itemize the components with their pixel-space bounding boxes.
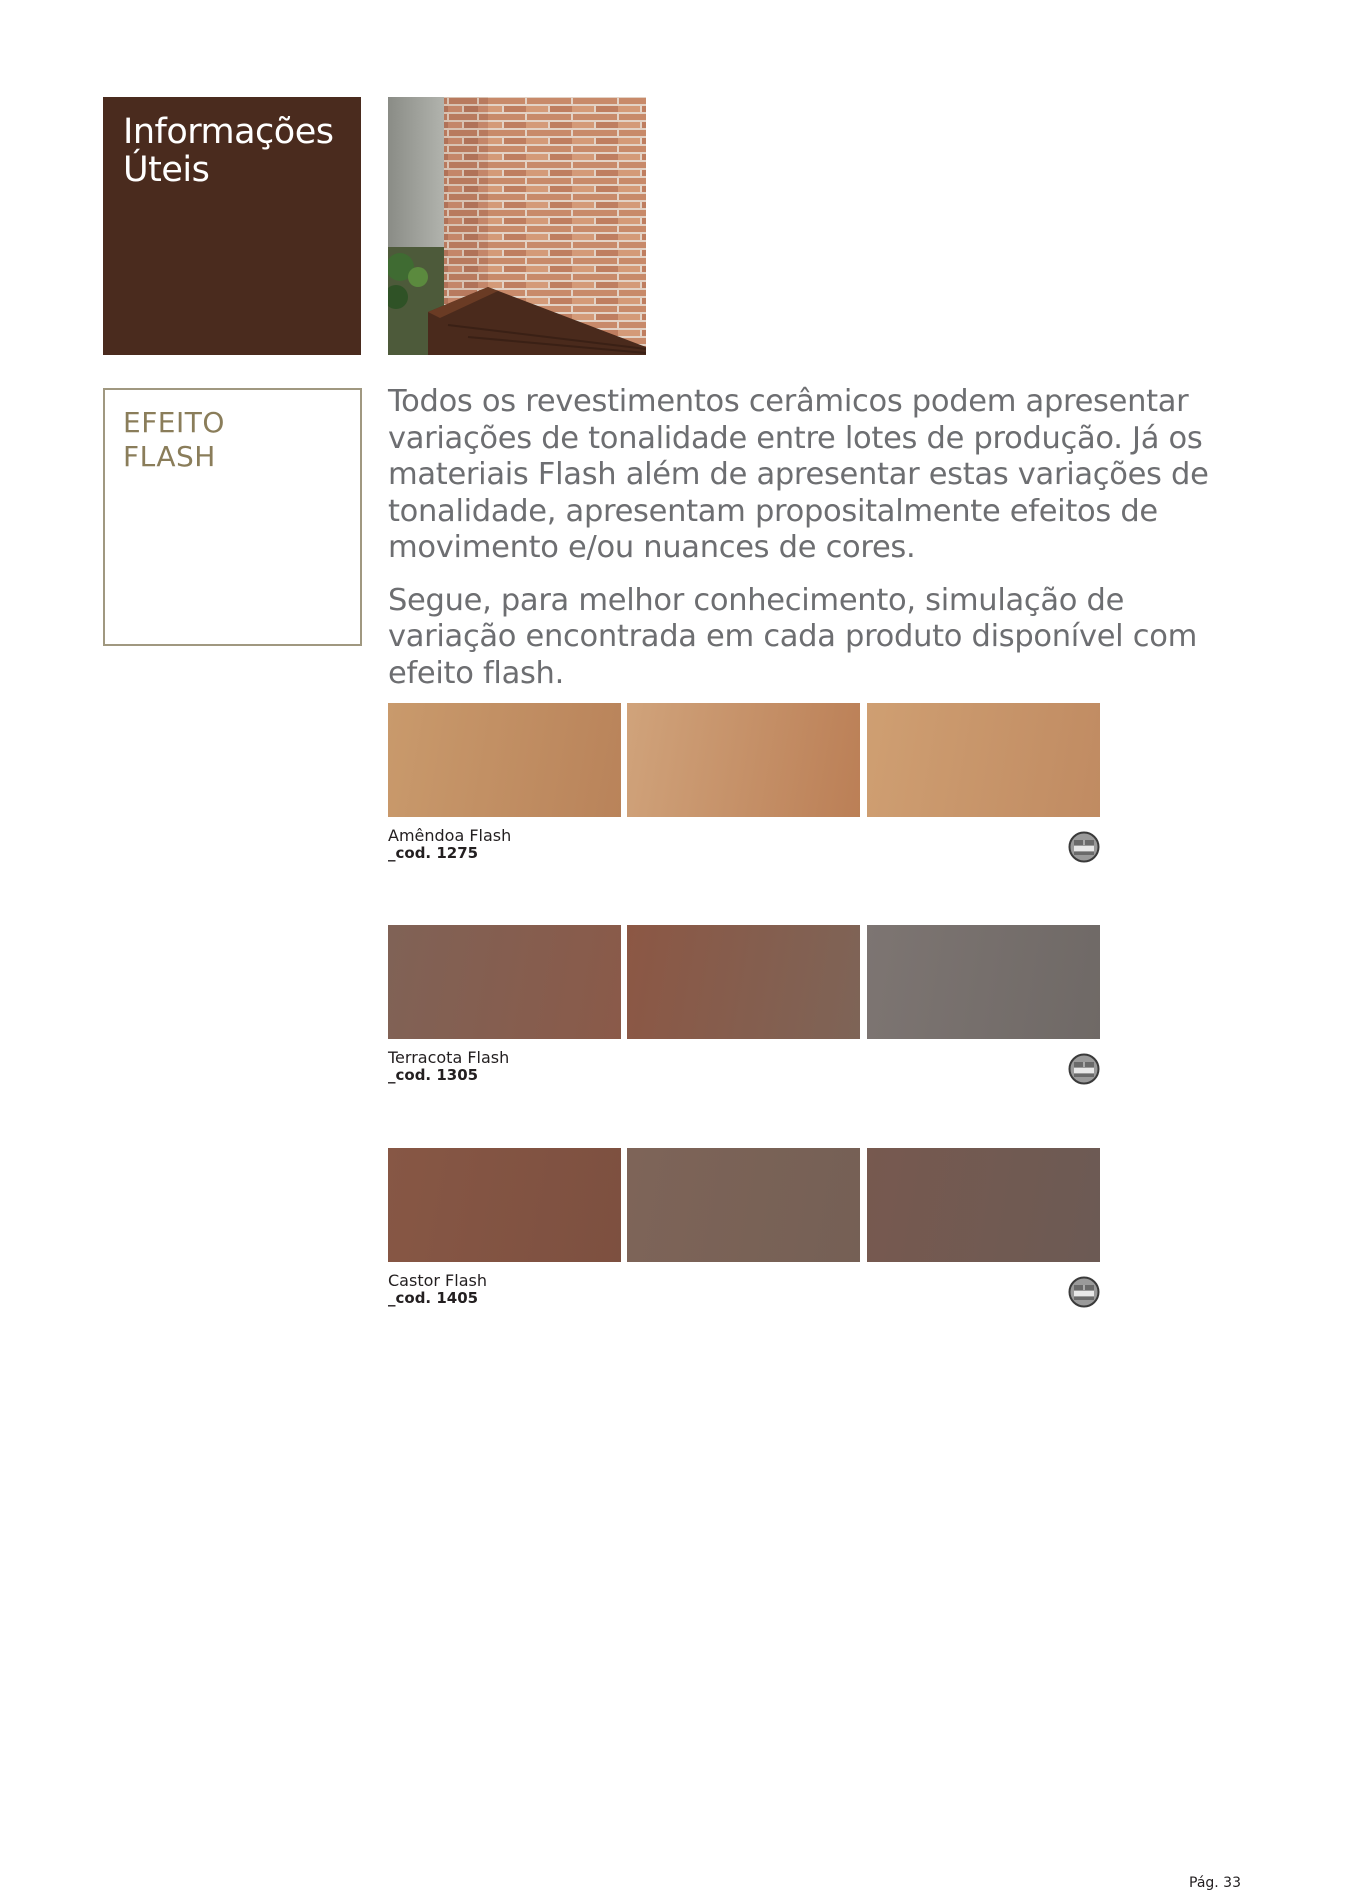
product-name: Castor Flash xyxy=(388,1271,487,1290)
product-card xyxy=(388,1148,1100,1308)
product-name: Terracota Flash xyxy=(388,1048,510,1067)
product-code: _cod. 1305 xyxy=(388,1066,479,1084)
section-label-line2: FLASH xyxy=(123,440,216,473)
intro-paragraph-1: Todos os revestimentos cerâmicos podem apresentar variações de tonalidade entre lotes de produção. Já os materiais Flash além de apresentar estas variações de tonalidade, apresentam propositalmente efeitos de movimento e/ou nuances de cores. xyxy=(388,384,1209,565)
color-swatch xyxy=(627,703,860,817)
intro-text xyxy=(388,384,1248,692)
color-swatch xyxy=(867,703,1100,817)
product-card xyxy=(388,925,1100,1085)
color-swatch xyxy=(388,703,621,817)
color-swatch xyxy=(627,925,860,1039)
tile-format-icon xyxy=(1068,1053,1100,1085)
color-swatch xyxy=(867,925,1100,1039)
page-number: Pág. 33 xyxy=(1189,1875,1241,1891)
page-title-line2: Úteis xyxy=(123,150,210,190)
page-title-box xyxy=(103,97,361,355)
intro-paragraph-2: Segue, para melhor conhecimento, simulação de variação encontrada em cada produto disponível com efeito flash. xyxy=(388,582,1197,691)
product-code: _cod. 1405 xyxy=(388,1289,479,1307)
tile-format-icon xyxy=(1068,1276,1100,1308)
page-title-line1: Informações xyxy=(123,112,334,152)
tile-format-icon xyxy=(1068,831,1100,863)
color-swatch xyxy=(388,925,621,1039)
section-label-line1: EFEITO xyxy=(123,406,225,439)
product-code: _cod. 1275 xyxy=(388,844,479,862)
section-label-box xyxy=(103,388,362,646)
color-swatch xyxy=(867,1148,1100,1262)
color-swatch xyxy=(388,1148,621,1262)
product-name: Amêndoa Flash xyxy=(388,826,512,845)
color-swatch xyxy=(627,1148,860,1262)
swatch-row xyxy=(388,1148,1100,1262)
swatch-row xyxy=(388,703,1100,817)
brick-wall-photo xyxy=(388,97,646,355)
product-card xyxy=(388,703,1100,863)
swatch-row xyxy=(388,925,1100,1039)
